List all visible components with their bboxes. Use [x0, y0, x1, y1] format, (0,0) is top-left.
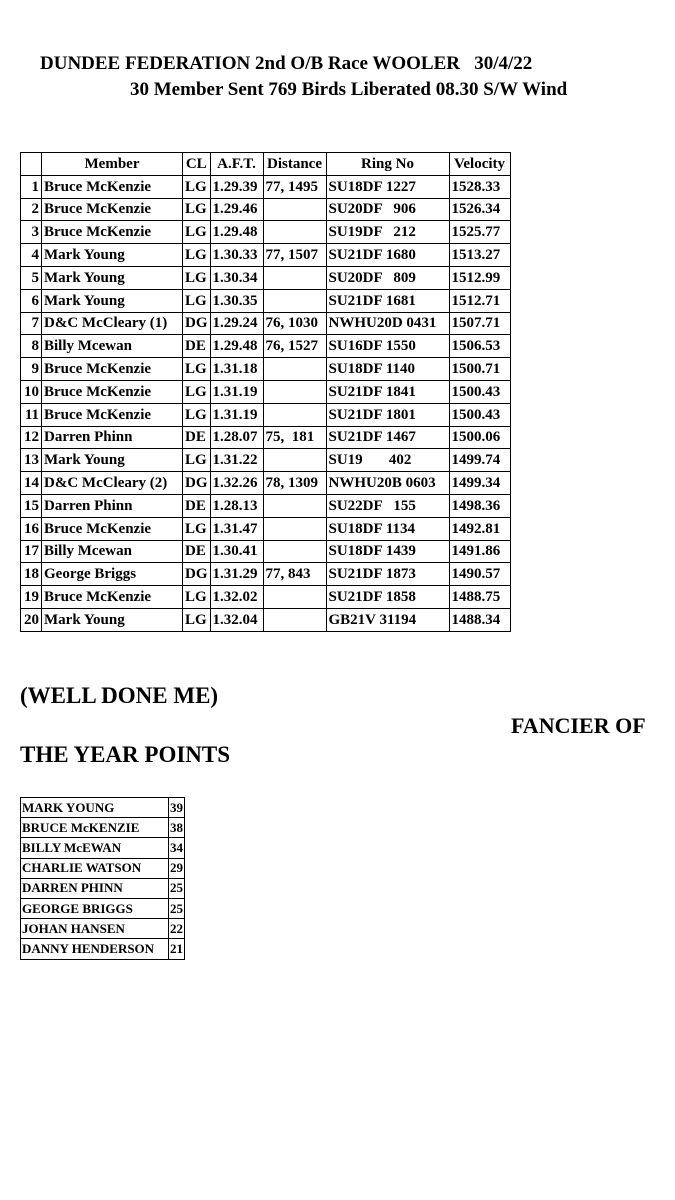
- col-velocity: Velocity: [449, 153, 510, 176]
- table-row: [21, 244, 511, 267]
- result-ring-no: NWHU20D 0431: [326, 312, 449, 335]
- result-ring-no: GB21V 31194: [326, 608, 449, 631]
- result-cl: LG: [183, 517, 211, 540]
- result-velocity: 1488.75: [449, 586, 510, 609]
- result-aft: 1.29.39: [210, 175, 263, 198]
- points-row: [21, 919, 185, 939]
- result-ring-no: SU16DF 1550: [326, 335, 449, 358]
- result-cl: DE: [183, 494, 211, 517]
- result-aft: 1.29.48: [210, 335, 263, 358]
- result-aft: 1.32.02: [210, 586, 263, 609]
- points-row: [21, 838, 185, 858]
- result-aft: 1.30.41: [210, 540, 263, 563]
- result-cl: DG: [183, 563, 211, 586]
- points-value: 21: [169, 939, 185, 959]
- result-distance: [263, 221, 326, 244]
- points-member-name: CHARLIE WATSON: [21, 858, 169, 878]
- table-row: [21, 358, 511, 381]
- points-row: [21, 818, 185, 838]
- result-aft: 1.31.47: [210, 517, 263, 540]
- result-ring-no: SU22DF 155: [326, 494, 449, 517]
- result-cl: LG: [183, 289, 211, 312]
- table-row: [21, 175, 511, 198]
- result-cl: LG: [183, 358, 211, 381]
- result-cl: LG: [183, 221, 211, 244]
- points-member-name: DARREN PHINN: [21, 878, 169, 898]
- result-position: 4: [21, 244, 42, 267]
- result-cl: DE: [183, 540, 211, 563]
- result-distance: [263, 494, 326, 517]
- points-member-name: BILLY McEWAN: [21, 838, 169, 858]
- result-aft: 1.29.46: [210, 198, 263, 221]
- result-member: Mark Young: [42, 289, 183, 312]
- points-member-name: GEORGE BRIGGS: [21, 898, 169, 918]
- result-distance: [263, 380, 326, 403]
- col-member: Member: [42, 153, 183, 176]
- table-row: [21, 494, 511, 517]
- result-position: 3: [21, 221, 42, 244]
- result-position: 1: [21, 175, 42, 198]
- result-cl: LG: [183, 608, 211, 631]
- result-distance: [263, 449, 326, 472]
- result-cl: LG: [183, 175, 211, 198]
- result-aft: 1.29.24: [210, 312, 263, 335]
- table-row: [21, 540, 511, 563]
- result-member: Bruce McKenzie: [42, 358, 183, 381]
- points-row: [21, 858, 185, 878]
- result-aft: 1.30.34: [210, 266, 263, 289]
- result-position: 7: [21, 312, 42, 335]
- result-member: Bruce McKenzie: [42, 586, 183, 609]
- result-cl: LG: [183, 449, 211, 472]
- table-row: [21, 266, 511, 289]
- result-ring-no: SU18DF 1227: [326, 175, 449, 198]
- result-velocity: 1488.34: [449, 608, 510, 631]
- result-position: 12: [21, 426, 42, 449]
- result-cl: LG: [183, 266, 211, 289]
- result-distance: [263, 358, 326, 381]
- points-member-name: JOHAN HANSEN: [21, 919, 169, 939]
- result-position: 11: [21, 403, 42, 426]
- result-aft: 1.31.29: [210, 563, 263, 586]
- points-row: [21, 878, 185, 898]
- result-ring-no: SU21DF 1858: [326, 586, 449, 609]
- result-distance: [263, 266, 326, 289]
- results-table: [20, 152, 511, 632]
- result-position: 6: [21, 289, 42, 312]
- result-aft: 1.31.19: [210, 380, 263, 403]
- table-row: [21, 221, 511, 244]
- result-position: 2: [21, 198, 42, 221]
- table-row: [21, 517, 511, 540]
- table-row: [21, 472, 511, 495]
- result-member: Darren Phinn: [42, 426, 183, 449]
- table-row: [21, 380, 511, 403]
- points-row: [21, 939, 185, 959]
- result-ring-no: SU21DF 1801: [326, 403, 449, 426]
- result-cl: LG: [183, 403, 211, 426]
- result-aft: 1.30.35: [210, 289, 263, 312]
- result-ring-no: SU19DF 212: [326, 221, 449, 244]
- result-distance: 77, 1495: [263, 175, 326, 198]
- result-distance: [263, 289, 326, 312]
- race-title: DUNDEE FEDERATION 2nd O/B Race WOOLER 30/4/22: [40, 53, 533, 74]
- result-distance: 77, 843: [263, 563, 326, 586]
- result-cl: LG: [183, 586, 211, 609]
- result-cl: DG: [183, 472, 211, 495]
- result-member: Mark Young: [42, 449, 183, 472]
- result-position: 5: [21, 266, 42, 289]
- result-ring-no: SU19 402: [326, 449, 449, 472]
- result-velocity: 1512.71: [449, 289, 510, 312]
- result-distance: [263, 586, 326, 609]
- result-position: 20: [21, 608, 42, 631]
- points-value: 25: [169, 878, 185, 898]
- result-member: Bruce McKenzie: [42, 221, 183, 244]
- result-position: 9: [21, 358, 42, 381]
- table-row: [21, 608, 511, 631]
- result-position: 15: [21, 494, 42, 517]
- result-ring-no: SU18DF 1134: [326, 517, 449, 540]
- result-ring-no: SU20DF 906: [326, 198, 449, 221]
- result-velocity: 1500.43: [449, 403, 510, 426]
- points-value: 25: [169, 898, 185, 918]
- result-velocity: 1512.99: [449, 266, 510, 289]
- points-member-name: BRUCE McKENZIE: [21, 818, 169, 838]
- result-ring-no: SU21DF 1680: [326, 244, 449, 267]
- result-cl: LG: [183, 198, 211, 221]
- result-member: Mark Young: [42, 608, 183, 631]
- table-row: [21, 449, 511, 472]
- result-velocity: 1499.34: [449, 472, 510, 495]
- result-velocity: 1498.36: [449, 494, 510, 517]
- points-member-name: DANNY HENDERSON: [21, 939, 169, 959]
- result-aft: 1.31.22: [210, 449, 263, 472]
- points-row: [21, 898, 185, 918]
- result-distance: 77, 1507: [263, 244, 326, 267]
- result-position: 14: [21, 472, 42, 495]
- result-velocity: 1491.86: [449, 540, 510, 563]
- points-member-name: MARK YOUNG: [21, 798, 169, 818]
- col-distance: Distance: [263, 153, 326, 176]
- result-aft: 1.31.18: [210, 358, 263, 381]
- result-velocity: 1500.43: [449, 380, 510, 403]
- result-position: 18: [21, 563, 42, 586]
- result-velocity: 1490.57: [449, 563, 510, 586]
- result-ring-no: SU18DF 1439: [326, 540, 449, 563]
- table-row: [21, 563, 511, 586]
- result-ring-no: SU18DF 1140: [326, 358, 449, 381]
- result-member: Bruce McKenzie: [42, 403, 183, 426]
- result-cl: LG: [183, 244, 211, 267]
- result-cl: DE: [183, 426, 211, 449]
- result-position: 17: [21, 540, 42, 563]
- result-velocity: 1528.33: [449, 175, 510, 198]
- result-ring-no: SU21DF 1681: [326, 289, 449, 312]
- points-value: 34: [169, 838, 185, 858]
- result-cl: DE: [183, 335, 211, 358]
- result-member: D&C McCleary (2): [42, 472, 183, 495]
- result-position: 13: [21, 449, 42, 472]
- points-value: 38: [169, 818, 185, 838]
- result-position: 19: [21, 586, 42, 609]
- result-velocity: 1526.34: [449, 198, 510, 221]
- col-ring-no: Ring No: [326, 153, 449, 176]
- result-velocity: 1507.71: [449, 312, 510, 335]
- result-velocity: 1513.27: [449, 244, 510, 267]
- result-member: Bruce McKenzie: [42, 175, 183, 198]
- result-member: Mark Young: [42, 266, 183, 289]
- table-row: [21, 198, 511, 221]
- points-value: 22: [169, 919, 185, 939]
- result-distance: [263, 517, 326, 540]
- result-distance: 76, 1527: [263, 335, 326, 358]
- result-member: George Briggs: [42, 563, 183, 586]
- result-distance: [263, 608, 326, 631]
- result-ring-no: NWHU20B 0603: [326, 472, 449, 495]
- result-velocity: 1499.74: [449, 449, 510, 472]
- year-points-title: THE YEAR POINTS: [20, 742, 231, 767]
- result-aft: 1.32.26: [210, 472, 263, 495]
- result-cl: LG: [183, 380, 211, 403]
- result-cl: DG: [183, 312, 211, 335]
- table-row: [21, 586, 511, 609]
- result-distance: [263, 403, 326, 426]
- result-velocity: 1525.77: [449, 221, 510, 244]
- result-distance: 76, 1030: [263, 312, 326, 335]
- result-velocity: 1506.53: [449, 335, 510, 358]
- result-position: 16: [21, 517, 42, 540]
- points-row: [21, 798, 185, 818]
- table-row: [21, 312, 511, 335]
- result-ring-no: SU21DF 1873: [326, 563, 449, 586]
- result-member: Billy Mcewan: [42, 335, 183, 358]
- result-member: D&C McCleary (1): [42, 312, 183, 335]
- table-row: [21, 403, 511, 426]
- result-aft: 1.28.07: [210, 426, 263, 449]
- result-member: Bruce McKenzie: [42, 380, 183, 403]
- well-done-text: (WELL DONE ME): [20, 683, 219, 708]
- result-member: Bruce McKenzie: [42, 198, 183, 221]
- result-distance: [263, 198, 326, 221]
- result-aft: 1.30.33: [210, 244, 263, 267]
- result-aft: 1.32.04: [210, 608, 263, 631]
- result-distance: [263, 540, 326, 563]
- result-member: Billy Mcewan: [42, 540, 183, 563]
- table-row: [21, 289, 511, 312]
- results-header-row: [21, 153, 511, 176]
- col-cl: CL: [183, 153, 211, 176]
- result-ring-no: SU21DF 1841: [326, 380, 449, 403]
- result-velocity: 1500.71: [449, 358, 510, 381]
- result-velocity: 1492.81: [449, 517, 510, 540]
- table-row: [21, 426, 511, 449]
- race-subtitle: 30 Member Sent 769 Birds Liberated 08.30 S/W Wind: [130, 79, 568, 100]
- points-value: 39: [169, 798, 185, 818]
- result-aft: 1.28.13: [210, 494, 263, 517]
- table-row: [21, 335, 511, 358]
- col-aft: A.F.T.: [210, 153, 263, 176]
- points-value: 29: [169, 858, 185, 878]
- result-distance: 78, 1309: [263, 472, 326, 495]
- result-ring-no: SU20DF 809: [326, 266, 449, 289]
- result-aft: 1.31.19: [210, 403, 263, 426]
- result-member: Mark Young: [42, 244, 183, 267]
- fancier-of-text: FANCIER OF: [511, 713, 646, 738]
- points-table: [20, 797, 185, 960]
- result-aft: 1.29.48: [210, 221, 263, 244]
- col-position: [21, 153, 42, 176]
- result-ring-no: SU21DF 1467: [326, 426, 449, 449]
- result-velocity: 1500.06: [449, 426, 510, 449]
- result-member: Darren Phinn: [42, 494, 183, 517]
- result-position: 10: [21, 380, 42, 403]
- result-distance: 75, 181: [263, 426, 326, 449]
- result-member: Bruce McKenzie: [42, 517, 183, 540]
- result-position: 8: [21, 335, 42, 358]
